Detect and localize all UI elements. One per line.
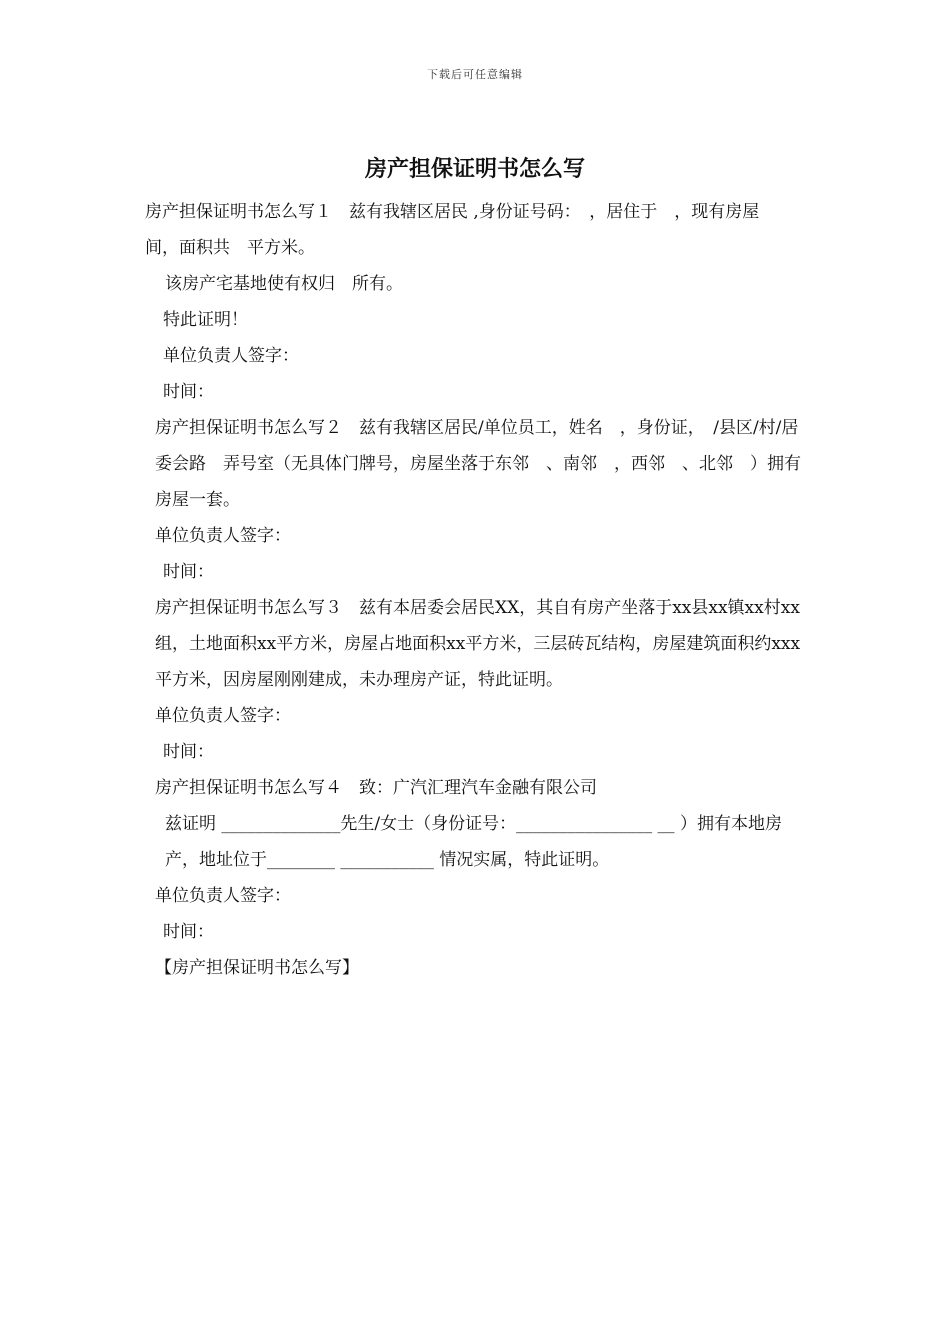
signature-label-3: 单位负责人签字：	[155, 706, 291, 726]
date-label-1: 时间：	[163, 382, 214, 402]
paragraph-3: 特此证明！	[163, 310, 248, 330]
paragraph-6: 房产担保证明书怎么写２ 兹有我辖区居民/单位员工，姓名 ，身份证， /县区/村/居委会路 弄号室（无具体门牌号，房屋坐落于东邻 、南邻 ，西邻 、北邻 ）拥有房屋一套。	[155, 418, 801, 510]
header-note: 下载后可任意编辑	[427, 68, 523, 81]
closing-title: 【房产担保证明书怎么写】	[155, 958, 359, 978]
paragraph-13: 兹证明 ______________先生/女士（身份证号：________________ __ ）拥有本地房产，地址位于________ ___________ 情况实属，特此证明。	[165, 814, 782, 870]
date-label-3: 时间：	[163, 742, 214, 762]
paragraph-2: 该房产宅基地使有权归 所有。	[165, 274, 403, 294]
date-label-4: 时间：	[163, 922, 214, 942]
signature-label-2: 单位负责人签字：	[155, 526, 291, 546]
signature-label-1: 单位负责人签字：	[163, 346, 299, 366]
paragraph-9: 房产担保证明书怎么写３ 兹有本居委会居民XX，其自有房产坐落于xx县xx镇xx村xx组，土地面积xx平方米，房屋占地面积xx平方米，三层砖瓦结构，房屋建筑面积约xxx平方米，因房屋刚刚建成，未办理房产证，特此证明。	[155, 598, 801, 690]
document-title: 房产担保证明书怎么写	[364, 156, 585, 182]
document-body	[145, 194, 810, 986]
paragraph-1: 房产担保证明书怎么写１ 兹有我辖区居民 ,身份证号码： ，居住于 ，现有房屋 间，面积共 平方米。	[145, 202, 777, 258]
date-label-2: 时间：	[163, 562, 214, 582]
paragraph-12: 房产担保证明书怎么写４ 致：广汽汇理汽车金融有限公司	[155, 778, 597, 798]
signature-label-4: 单位负责人签字：	[155, 886, 291, 906]
